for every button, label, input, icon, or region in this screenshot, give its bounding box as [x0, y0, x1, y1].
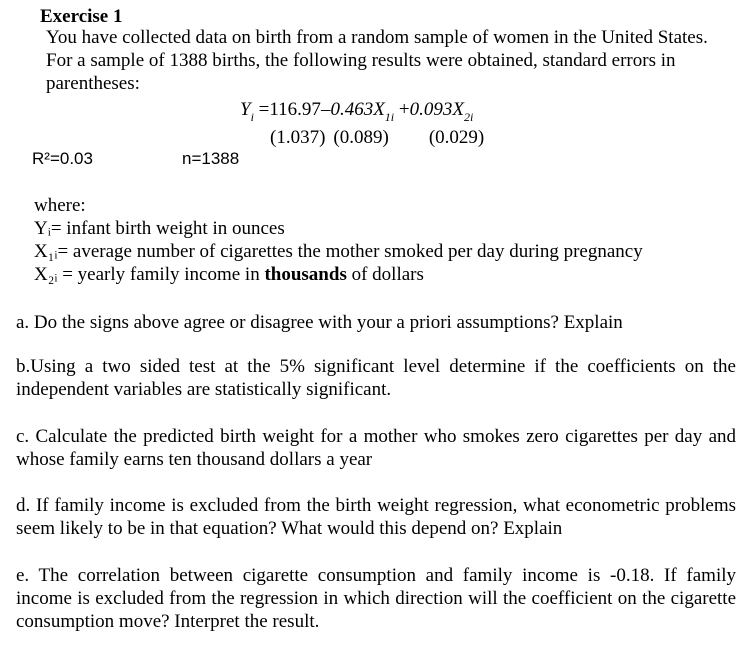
- exercise-title: Exercise 1: [40, 6, 123, 27]
- definition-x1: X₁ᵢ= average number of cigarettes the mother smoked per day during pregnancy: [34, 241, 643, 262]
- question-d: d. If family income is excluded from the birth weight regression, what econometric problems seem likely to be in that equation? What would this depend on? Explain: [16, 495, 736, 539]
- definition-x2-bold: thousands: [264, 264, 347, 285]
- eq-sub2: 2i: [463, 110, 474, 124]
- eq-op-minus: –: [320, 99, 331, 120]
- definition-x2-suffix: of dollars: [346, 264, 424, 285]
- standard-errors: [270, 126, 492, 149]
- sample-size: n=1388: [182, 149, 240, 168]
- se-x1: (0.089): [333, 127, 389, 148]
- eq-lhs: Y: [240, 99, 251, 120]
- eq-intercept: =116.97: [258, 99, 321, 120]
- se-x2: (0.029): [428, 127, 485, 148]
- definition-x2-prefix: X₂ᵢ = yearly family income in: [34, 264, 265, 285]
- intro-paragraph: You have collected data on birth from a random sample of women in the United States. For a sample of 1388 births, the following results were obtained, standard errors in parentheses:: [46, 27, 708, 94]
- eq-coef2: 0.093X: [409, 99, 464, 120]
- eq-coef1: 0.463X: [330, 99, 385, 120]
- question-c: c. Calculate the predicted birth weight for a mother who smokes zero cigarettes per day and whose family earns ten thousand dollars a year: [16, 426, 736, 470]
- question-e: e. The correlation between cigarette consumption and family income is -0.18. If family income is excluded from the regression in which direction will the coefficient on the cigarette consumption move? Interpret the result.: [16, 565, 736, 632]
- se-intercept: (1.037): [270, 127, 326, 148]
- definition-x2: [34, 263, 424, 286]
- regression-equation: [240, 98, 473, 123]
- question-b: b.Using a two sided test at the 5% significant level determine if the coefficients on the independent variables are statistically significant.: [16, 356, 736, 400]
- eq-lhs-sub: i: [250, 110, 254, 124]
- eq-sub1: 1i: [384, 110, 395, 124]
- question-a: a. Do the signs above agree or disagree with your a priori assumptions? Explain: [16, 312, 623, 333]
- r-squared: R²=0.03: [32, 149, 93, 168]
- where-label: where:: [34, 195, 86, 216]
- eq-op-plus: +: [398, 99, 410, 120]
- definition-y: Yᵢ= infant birth weight in ounces: [34, 218, 285, 239]
